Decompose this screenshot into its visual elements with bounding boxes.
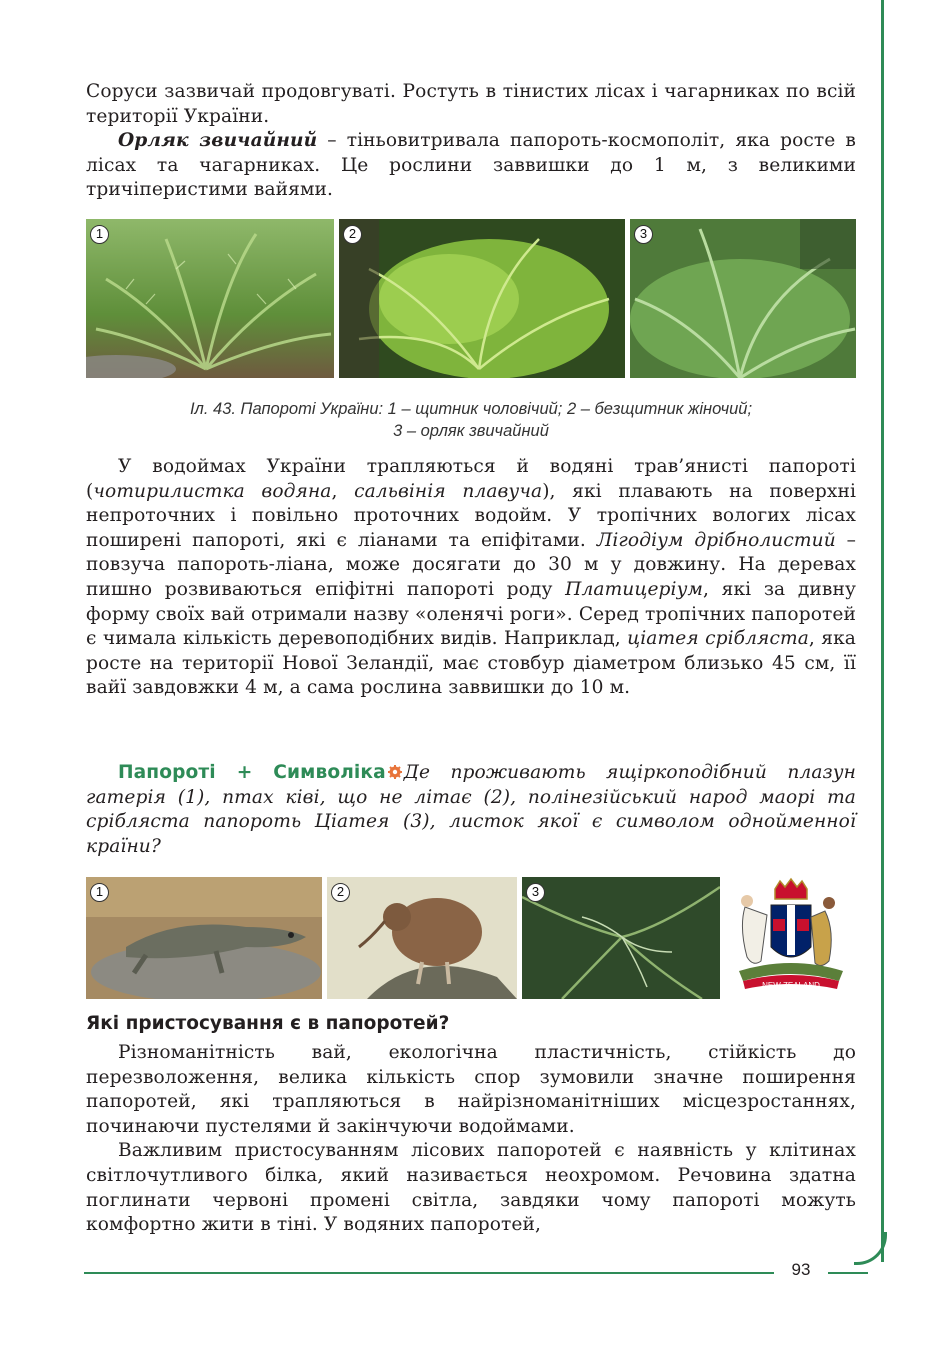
figure-badge: 2 xyxy=(331,883,350,902)
figure-badge: 3 xyxy=(634,225,653,244)
term-bracken: Орляк звичайний xyxy=(118,130,318,152)
silver-fern-photo xyxy=(522,877,720,999)
paragraph-neochrome: Важливим пристосуванням лісових папоротей є наявність у клітинах світлочутливого білка, який називається неохромом. Речовина здатна поглинати червоні промені світла, завдяки чому папороті можуть комфортно жити в тіні. У водяних папоротей, xyxy=(86,1140,856,1236)
paragraph-adaptations: Різноманітність вай, екологічна пластичність, стійкість до перезволоження, велика кількість спор зумовили значне поширення папоротей, які трапляються в найрізноманітніших місцезростаннях, починаючи пустелями й закінчуючи водоймами. xyxy=(86,1042,856,1137)
top-text-block xyxy=(86,80,856,203)
symbol-question: Де проживають ящіркоподібний плазун гатерія (1), птах ківі, що не літає (2), полінезійський народ маорі та срібляста папороть Ціатея (3), листок якої є символом однойменної країни? xyxy=(86,762,856,857)
paragraph-sorus: Соруси зазвичай продовгуваті. Ростуть в тінистих лісах і чагарниках по всій території України. xyxy=(86,81,856,127)
fern-photo-3 xyxy=(630,219,856,378)
page-frame-right xyxy=(881,0,884,1262)
section-text-block xyxy=(86,1041,856,1238)
paragraph-aquatic-ferns: У водоймах України трапляються й водяні трав’янисті папороті (чотирилистка водяна, сальвінія плавуча), які плавають на поверхні непроточних і повільно проточних водойм. У тропічних вологих лісах поширені папороті, які є ліанами та епіфітами. Лігодіум дрібнолистий – повзуча папороть-ліана, може досягати до 30 м у довжину. На деревах пишно розвиваються епіфітні папороті роду Платицеріум, які за дивну форму своїх вай отримали назву «оленячі роги». Серед тропічних папоротей є чимала кількість деревоподібних видів. Наприклад, ціатея срібляста, яка росте на території Нової Зеландії, має стовбур діаметром близько 45 см, її вайї завдовжки 4 м, а сама рослина заввишки до 10 м. xyxy=(86,456,857,699)
tuatara-photo xyxy=(86,877,322,999)
symbol-box xyxy=(86,761,856,859)
footer-rule-left xyxy=(84,1272,774,1274)
figure-badge: 2 xyxy=(343,225,362,244)
middle-text-block xyxy=(86,455,856,701)
figure-badge: 1 xyxy=(90,225,109,244)
section-heading: Які пристосування є в папоротей? xyxy=(86,1013,450,1034)
coat-banner-text: NEW ZEALAND xyxy=(762,981,820,990)
gear-icon xyxy=(388,765,402,779)
page-number: 93 xyxy=(791,1260,811,1279)
footer-rule-right xyxy=(828,1272,868,1274)
figure-badge: 3 xyxy=(526,883,545,902)
fern-photo-2 xyxy=(339,219,625,378)
fern-photo-1 xyxy=(86,219,334,378)
paragraph-bracken: Орляк звичайний – тіньовитривала папороть-космополіт, яка росте в лісах та чагарниках. Це рослини заввишки до 1 м, з великими тричіперистими вайями. xyxy=(86,130,856,201)
kiwi-photo xyxy=(327,877,517,999)
nz-coat-of-arms xyxy=(725,877,856,999)
figure-badge: 1 xyxy=(90,883,109,902)
symbol-heading: Папороті + Символіка xyxy=(118,762,386,783)
figure-caption: Іл. 43. Папороті України: 1 – щитник чоловічий; 2 – безщитник жіночий; 3 – орляк звичайний xyxy=(189,400,753,440)
